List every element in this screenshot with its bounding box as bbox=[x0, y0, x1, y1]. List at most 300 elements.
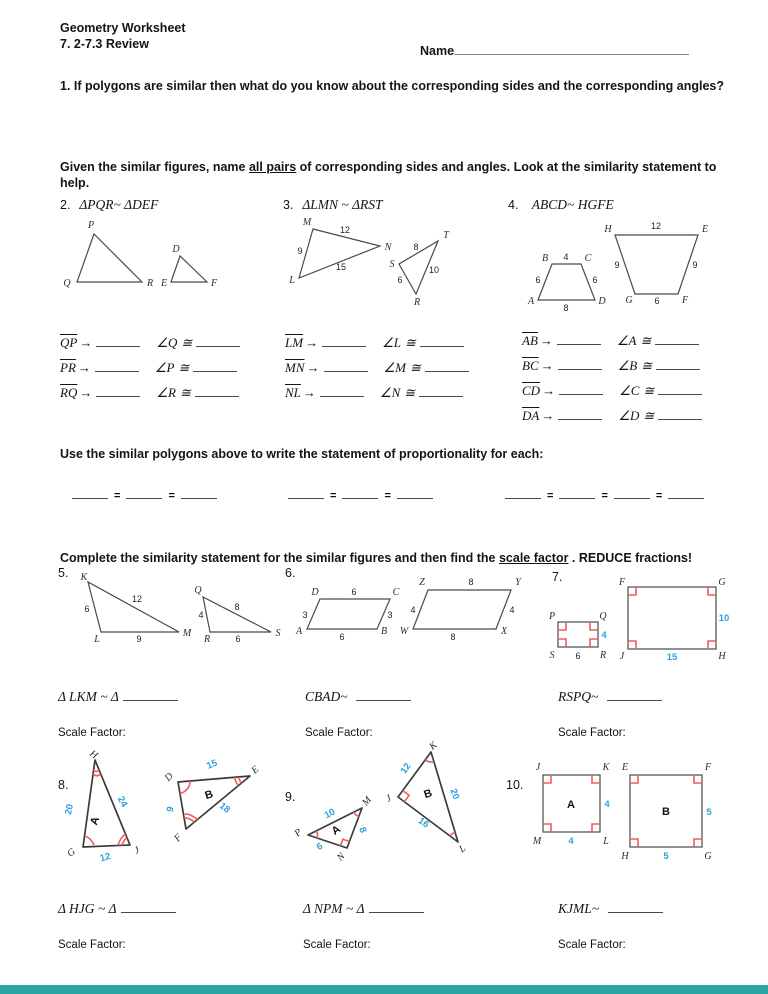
side-length: 8 bbox=[413, 242, 419, 252]
vertex-label: Z bbox=[419, 577, 425, 588]
vertex-label: G bbox=[718, 577, 726, 588]
vertex-label: K bbox=[602, 762, 610, 773]
right-angle-mark bbox=[592, 824, 600, 832]
side-length: 9 bbox=[614, 260, 620, 270]
answer-blank bbox=[559, 382, 603, 395]
proportion-blanks-group-2 bbox=[288, 486, 433, 504]
vertex-label: G bbox=[65, 846, 78, 860]
proportion-blank bbox=[181, 486, 217, 499]
similarity-statement: ABCD~ HGFE bbox=[531, 197, 614, 212]
vertex-label: R bbox=[413, 297, 421, 308]
right-angle-mark bbox=[628, 641, 636, 649]
p6-scale-factor-label: Scale Factor: bbox=[305, 727, 373, 739]
vertex-label: L bbox=[457, 842, 468, 856]
triangle-b-outline bbox=[178, 776, 250, 829]
triangle-pqr-outline bbox=[77, 234, 142, 282]
bottom-teal-bar bbox=[0, 985, 768, 994]
angle-letter: M bbox=[395, 360, 406, 375]
equals-symbol: = bbox=[601, 490, 608, 502]
problem-6-number: 6. bbox=[285, 566, 296, 580]
right-angle-mark bbox=[694, 775, 702, 783]
angle-symbol: ∠ bbox=[617, 358, 630, 373]
side-length: 3 bbox=[302, 610, 308, 620]
answer-blank bbox=[419, 384, 463, 397]
arrow-symbol: → bbox=[539, 333, 553, 348]
figure-triangles-pqr-def bbox=[58, 218, 228, 290]
vertex-label: G bbox=[704, 851, 712, 862]
answer-blank bbox=[96, 384, 140, 397]
angle-arc bbox=[239, 777, 242, 783]
proportion-blank bbox=[72, 486, 108, 499]
vertex-label: S bbox=[549, 650, 555, 661]
problem-number: 4. bbox=[508, 198, 519, 212]
vertex-label: H bbox=[604, 224, 612, 235]
right-angle-mark bbox=[590, 622, 598, 630]
vertex-label: P bbox=[292, 826, 305, 840]
side-length: 4 bbox=[410, 605, 416, 615]
angle-symbol: ∠ bbox=[616, 333, 629, 348]
angle-arc bbox=[235, 777, 239, 785]
p3-pair-row-1 bbox=[285, 334, 464, 352]
similarity-answer-prefix: RSPQ~ bbox=[558, 689, 599, 704]
angle-letter: Q bbox=[168, 335, 178, 350]
vertex-label: Y bbox=[515, 577, 521, 588]
congruent-symbol: ≅ bbox=[643, 383, 655, 398]
section5-underlined: scale factor bbox=[498, 551, 569, 565]
similarity-answer-prefix: Δ LKM ~ Δ bbox=[58, 689, 119, 704]
right-angle-mark bbox=[592, 775, 600, 783]
triangle-b-label: B bbox=[203, 788, 215, 803]
arrow-symbol: → bbox=[305, 335, 319, 350]
vertex-label: A bbox=[295, 626, 303, 637]
proportionality-instructions: Use the similar polygons above to write the statement of proportionality for each: bbox=[60, 447, 544, 461]
vertex-label: F bbox=[704, 762, 712, 773]
angle-letter: A bbox=[628, 333, 637, 348]
worksheet-subtitle: 7. 2-7.3 Review bbox=[60, 37, 149, 51]
angle-letter: P bbox=[166, 360, 175, 375]
problem-2-statement bbox=[60, 196, 158, 214]
congruent-symbol: ≅ bbox=[641, 358, 653, 373]
segment-label: $\overline{QP}$ bbox=[60, 335, 78, 350]
side-length: 6 bbox=[654, 296, 660, 306]
side-length: 8 bbox=[468, 577, 474, 587]
vertex-label: K bbox=[427, 739, 440, 753]
answer-blank bbox=[96, 334, 140, 347]
angle-arc bbox=[425, 760, 434, 762]
vertex-label: E bbox=[249, 763, 262, 777]
answer-blank bbox=[356, 688, 411, 701]
congruent-symbol: ≅ bbox=[181, 335, 193, 350]
arrow-symbol: → bbox=[79, 335, 93, 350]
answer-blank bbox=[655, 332, 699, 345]
angle-arc bbox=[184, 818, 194, 822]
section5-text-2: . REDUCE fractions! bbox=[568, 551, 693, 565]
segment-label: $\overline{BC}$ bbox=[522, 358, 539, 373]
segment-label: $\overline{AB}$ bbox=[522, 333, 538, 348]
rectangle-fghj-outline bbox=[628, 587, 716, 649]
answer-blank bbox=[324, 359, 368, 372]
answer-blank bbox=[656, 357, 700, 370]
angle-letter: D bbox=[630, 408, 640, 423]
proportion-blanks-group-3 bbox=[505, 486, 704, 504]
side-length: 15 bbox=[335, 262, 347, 272]
answer-blank bbox=[322, 334, 366, 347]
arrow-symbol: → bbox=[302, 385, 316, 400]
side-length: 18 bbox=[216, 800, 233, 816]
vertex-label: D bbox=[311, 587, 319, 598]
p2-pair-row-1 bbox=[60, 334, 240, 352]
problem-8-number: 8. bbox=[58, 778, 69, 792]
triangle-klm-outline bbox=[88, 582, 179, 632]
proportion-blank bbox=[668, 486, 704, 499]
congruent-symbol: ≅ bbox=[179, 385, 191, 400]
angle-arc bbox=[94, 770, 99, 772]
arrow-symbol: → bbox=[77, 360, 91, 375]
side-length: 6 bbox=[314, 840, 325, 853]
side-length: 6 bbox=[397, 275, 403, 285]
vertex-label: F bbox=[210, 278, 218, 289]
p10-scale-factor-label: Scale Factor: bbox=[558, 939, 626, 951]
p4-pair-row-1 bbox=[522, 332, 699, 350]
right-angle-mark bbox=[558, 639, 566, 647]
side-length: 10 bbox=[322, 806, 338, 822]
side-length: 4 bbox=[568, 836, 574, 847]
figure-triangles-hgj-def bbox=[50, 748, 280, 872]
similarity-statement: ΔLMN ~ ΔRST bbox=[302, 197, 383, 212]
vertex-label: F bbox=[681, 295, 689, 306]
side-length: 4 bbox=[601, 630, 607, 641]
angle-symbol: ∠ bbox=[383, 360, 396, 375]
segment-label: $\overline{LM}$ bbox=[285, 335, 304, 350]
right-angle-mark bbox=[403, 791, 409, 802]
angle-letter: B bbox=[629, 358, 638, 373]
proportion-blank bbox=[614, 486, 650, 499]
side-length: 8 bbox=[563, 303, 569, 313]
side-length: 4 bbox=[198, 610, 204, 620]
section2-underlined: all pairs bbox=[248, 160, 297, 174]
vertex-label: E bbox=[160, 278, 168, 289]
angle-arc bbox=[122, 838, 127, 846]
side-length: 8 bbox=[234, 602, 240, 612]
p3-pair-row-3 bbox=[285, 384, 463, 402]
congruent-symbol: ≅ bbox=[410, 360, 421, 375]
vertex-label: M bbox=[182, 628, 192, 639]
arrow-symbol: → bbox=[542, 383, 556, 398]
angle-letter: C bbox=[630, 383, 640, 398]
congruent-symbol: ≅ bbox=[404, 335, 416, 350]
p4-pair-row-4 bbox=[522, 407, 702, 425]
side-length: 6 bbox=[351, 587, 357, 597]
side-length: 9 bbox=[297, 246, 303, 256]
answer-blank bbox=[425, 359, 469, 372]
angle-symbol: ∠ bbox=[154, 360, 167, 375]
p4-pair-row-2 bbox=[522, 357, 700, 375]
angle-symbol: ∠ bbox=[156, 385, 168, 400]
right-angle-mark bbox=[543, 775, 551, 783]
equals-symbol: = bbox=[655, 490, 663, 502]
vertex-label: Q bbox=[194, 585, 202, 596]
angle-symbol: ∠ bbox=[382, 335, 394, 350]
p9-scale-factor-label: Scale Factor: bbox=[303, 939, 371, 951]
answer-blank bbox=[193, 359, 237, 372]
side-length: 6 bbox=[339, 632, 345, 642]
p5-scale-factor-label: Scale Factor: bbox=[58, 727, 126, 739]
answer-blank bbox=[558, 357, 602, 370]
vertex-label: L bbox=[94, 634, 100, 645]
answer-blank bbox=[123, 688, 178, 701]
side-length: 20 bbox=[447, 787, 462, 801]
figure-parallelograms bbox=[295, 572, 525, 647]
trapezoid-hgfe-outline bbox=[615, 235, 698, 294]
side-length: 6 bbox=[592, 275, 598, 285]
vertex-label: C bbox=[584, 253, 592, 264]
proportion-blank bbox=[397, 486, 433, 499]
side-length: 4 bbox=[604, 799, 610, 810]
vertex-label: M bbox=[360, 794, 374, 809]
angle-arc bbox=[85, 836, 94, 845]
similarity-answer-prefix: Δ HJG ~ Δ bbox=[58, 901, 117, 916]
triangle-a-label: A bbox=[88, 815, 103, 827]
arrow-symbol: → bbox=[306, 360, 320, 375]
problem-number: 2. bbox=[60, 198, 71, 212]
vertex-label: C bbox=[392, 587, 400, 598]
problem-number: 3. bbox=[283, 198, 294, 212]
side-length: 16 bbox=[415, 815, 431, 831]
side-length: 12 bbox=[650, 221, 662, 231]
angle-symbol: ∠ bbox=[619, 383, 631, 398]
answer-blank bbox=[658, 407, 702, 420]
side-length: 10 bbox=[428, 265, 440, 275]
right-angle-mark bbox=[630, 775, 638, 783]
p6-answer bbox=[305, 688, 411, 706]
side-length: 6 bbox=[235, 634, 241, 644]
vertex-label: H bbox=[87, 748, 100, 762]
segment-label: $\overline{NL}$ bbox=[285, 385, 301, 400]
vertex-label: B bbox=[380, 626, 388, 637]
equals-symbol: = bbox=[547, 490, 554, 502]
side-length: 8 bbox=[450, 632, 456, 642]
angle-letter: N bbox=[391, 385, 401, 400]
proportion-blank bbox=[559, 486, 595, 499]
vertex-label: E bbox=[701, 224, 709, 235]
vertex-label: P bbox=[548, 611, 556, 622]
p8-scale-factor-label: Scale Factor: bbox=[58, 939, 126, 951]
side-length: 12 bbox=[398, 761, 414, 777]
vertex-label: D bbox=[598, 296, 606, 307]
p8-answer bbox=[58, 900, 176, 918]
segment-label: $\overline{PR}$ bbox=[60, 360, 76, 375]
vertex-label: F bbox=[618, 577, 626, 588]
side-length: 9 bbox=[136, 634, 142, 644]
proportion-blank bbox=[505, 486, 541, 499]
congruent-symbol: ≅ bbox=[178, 360, 190, 375]
section2-instructions bbox=[60, 159, 732, 192]
vertex-label: W bbox=[399, 626, 409, 637]
arrow-symbol: → bbox=[79, 385, 93, 400]
side-length: 12 bbox=[339, 225, 351, 235]
angle-symbol: ∠ bbox=[618, 408, 630, 423]
congruent-symbol: ≅ bbox=[643, 408, 655, 423]
angle-arc bbox=[93, 774, 101, 776]
angle-arc bbox=[180, 781, 190, 794]
right-angle-mark bbox=[543, 824, 551, 832]
vertex-label: R bbox=[203, 634, 211, 645]
side-length: 24 bbox=[114, 794, 130, 810]
figure-triangles-pmn-kjl bbox=[288, 739, 498, 882]
vertex-label: Q bbox=[599, 611, 607, 622]
problem-7-number: 7. bbox=[552, 570, 563, 584]
triangle-a-label: A bbox=[329, 823, 343, 838]
p2-pair-row-3 bbox=[60, 384, 239, 402]
side-length: 12 bbox=[131, 594, 143, 604]
section5-instructions bbox=[60, 550, 765, 566]
trapezoid-abcd-outline bbox=[538, 264, 598, 300]
side-length: 8 bbox=[356, 825, 369, 835]
right-angle-mark bbox=[694, 839, 702, 847]
vertex-label: R bbox=[146, 278, 154, 289]
p7-answer bbox=[558, 688, 662, 706]
vertex-label: F bbox=[172, 832, 185, 845]
answer-blank bbox=[558, 407, 602, 420]
figure-squares bbox=[505, 758, 740, 873]
segment-label: $\overline{CD}$ bbox=[522, 383, 541, 398]
vertex-label: J bbox=[619, 651, 625, 662]
congruent-symbol: ≅ bbox=[404, 385, 416, 400]
proportion-blank bbox=[126, 486, 162, 499]
answer-blank bbox=[557, 332, 601, 345]
section5-text-1: Complete the similarity statement for the similar figures and then find the bbox=[60, 551, 499, 565]
p10-answer bbox=[558, 900, 663, 918]
square-a-label: A bbox=[567, 799, 575, 811]
segment-label: $\overline{RQ}$ bbox=[60, 385, 78, 400]
side-length: 5 bbox=[663, 851, 669, 862]
segment-label: $\overline{MN}$ bbox=[285, 360, 305, 375]
vertex-label: L bbox=[603, 836, 609, 847]
similarity-answer-prefix: KJML~ bbox=[558, 901, 600, 916]
vertex-label: S bbox=[389, 259, 395, 270]
angle-letter: L bbox=[393, 335, 401, 350]
problem-5-number: 5. bbox=[58, 566, 69, 580]
angle-symbol: ∠ bbox=[156, 335, 168, 350]
answer-blank bbox=[196, 334, 240, 347]
vertex-label: E bbox=[621, 762, 629, 773]
figure-rectangles bbox=[548, 572, 743, 667]
vertex-label: L bbox=[289, 275, 295, 286]
problem-10-number: 10. bbox=[506, 778, 524, 792]
section2-text-2: of corresponding sides and angles. Look at the similarity statement to help. bbox=[60, 160, 717, 191]
triangle-def-outline bbox=[171, 256, 207, 282]
parallelogram-dcba-outline bbox=[307, 599, 393, 629]
side-length: 9 bbox=[692, 260, 698, 270]
figure-triangles-klm-qrs bbox=[75, 572, 290, 647]
p5-answer bbox=[58, 688, 178, 706]
answer-blank bbox=[607, 688, 662, 701]
angle-letter: R bbox=[168, 385, 176, 400]
side-length: 4 bbox=[563, 252, 569, 262]
proportion-blank bbox=[342, 486, 378, 499]
answer-blank bbox=[320, 384, 364, 397]
vertex-label: X bbox=[500, 626, 508, 637]
problem-9-number: 9. bbox=[285, 790, 296, 804]
vertex-label: N bbox=[334, 850, 348, 864]
name-row bbox=[420, 42, 689, 60]
vertex-label: H bbox=[718, 651, 726, 662]
vertex-label: P bbox=[87, 220, 95, 231]
equals-symbol: = bbox=[114, 490, 121, 502]
proportion-blanks-group-1 bbox=[72, 486, 217, 504]
congruent-symbol: ≅ bbox=[640, 333, 652, 348]
side-length: 12 bbox=[98, 850, 112, 865]
name-label: Name bbox=[420, 44, 455, 58]
similarity-statement: ΔPQR~ ΔDEF bbox=[79, 197, 159, 212]
side-length: 20 bbox=[63, 803, 77, 816]
right-angle-mark bbox=[590, 639, 598, 647]
side-length: 6 bbox=[535, 275, 541, 285]
question-1: 1. If polygons are similar then what do you know about the corresponding sides and the corresponding angles? bbox=[60, 79, 724, 93]
right-angle-mark bbox=[708, 587, 716, 595]
vertex-label: B bbox=[541, 253, 549, 264]
answer-blank bbox=[608, 900, 663, 913]
segment-label: $\overline{DA}$ bbox=[522, 408, 540, 423]
triangle-b-label: B bbox=[422, 787, 434, 802]
equals-symbol: = bbox=[384, 490, 391, 502]
angle-symbol: ∠ bbox=[379, 385, 392, 400]
side-length: 4 bbox=[509, 605, 515, 615]
equals-symbol: = bbox=[330, 490, 337, 502]
vertex-label: R bbox=[599, 650, 607, 661]
vertex-label: M bbox=[532, 836, 542, 847]
square-b-label: B bbox=[662, 806, 670, 818]
answer-blank bbox=[121, 900, 176, 913]
p3-pair-row-2 bbox=[285, 359, 469, 377]
vertex-label: A bbox=[527, 296, 535, 307]
section2-text-1: Given the similar figures, name bbox=[60, 160, 249, 174]
angle-arc bbox=[354, 812, 359, 816]
p2-pair-row-2 bbox=[60, 359, 237, 377]
answer-blank bbox=[420, 334, 464, 347]
vertex-label: K bbox=[80, 572, 88, 583]
vertex-label: S bbox=[275, 628, 281, 639]
answer-blank bbox=[658, 382, 702, 395]
arrow-symbol: → bbox=[541, 408, 555, 423]
vertex-label: H bbox=[621, 851, 629, 862]
proportion-blank bbox=[288, 486, 324, 499]
arrow-symbol: → bbox=[540, 358, 554, 373]
equals-symbol: = bbox=[168, 490, 175, 502]
vertex-label: D bbox=[162, 770, 176, 784]
vertex-label: Q bbox=[63, 278, 71, 289]
side-length: 15 bbox=[666, 652, 678, 663]
parallelogram-zyxw-outline bbox=[413, 590, 511, 629]
vertex-label: T bbox=[443, 230, 449, 241]
vertex-label: J bbox=[132, 844, 142, 857]
vertex-label: M bbox=[302, 217, 312, 228]
angle-arc bbox=[450, 832, 455, 836]
side-length: 3 bbox=[387, 610, 393, 620]
p4-pair-row-3 bbox=[522, 382, 702, 400]
right-angle-mark bbox=[630, 839, 638, 847]
p7-scale-factor-label: Scale Factor: bbox=[558, 727, 626, 739]
name-blank bbox=[454, 42, 689, 55]
side-length: 6 bbox=[84, 604, 90, 614]
worksheet-title: Geometry Worksheet bbox=[60, 21, 186, 35]
answer-blank bbox=[95, 359, 139, 372]
answer-blank bbox=[369, 900, 424, 913]
vertex-label: N bbox=[384, 242, 392, 253]
vertex-label: J bbox=[384, 792, 394, 805]
rectangle-pqrs-outline bbox=[558, 622, 598, 647]
vertex-label: G bbox=[625, 295, 633, 306]
